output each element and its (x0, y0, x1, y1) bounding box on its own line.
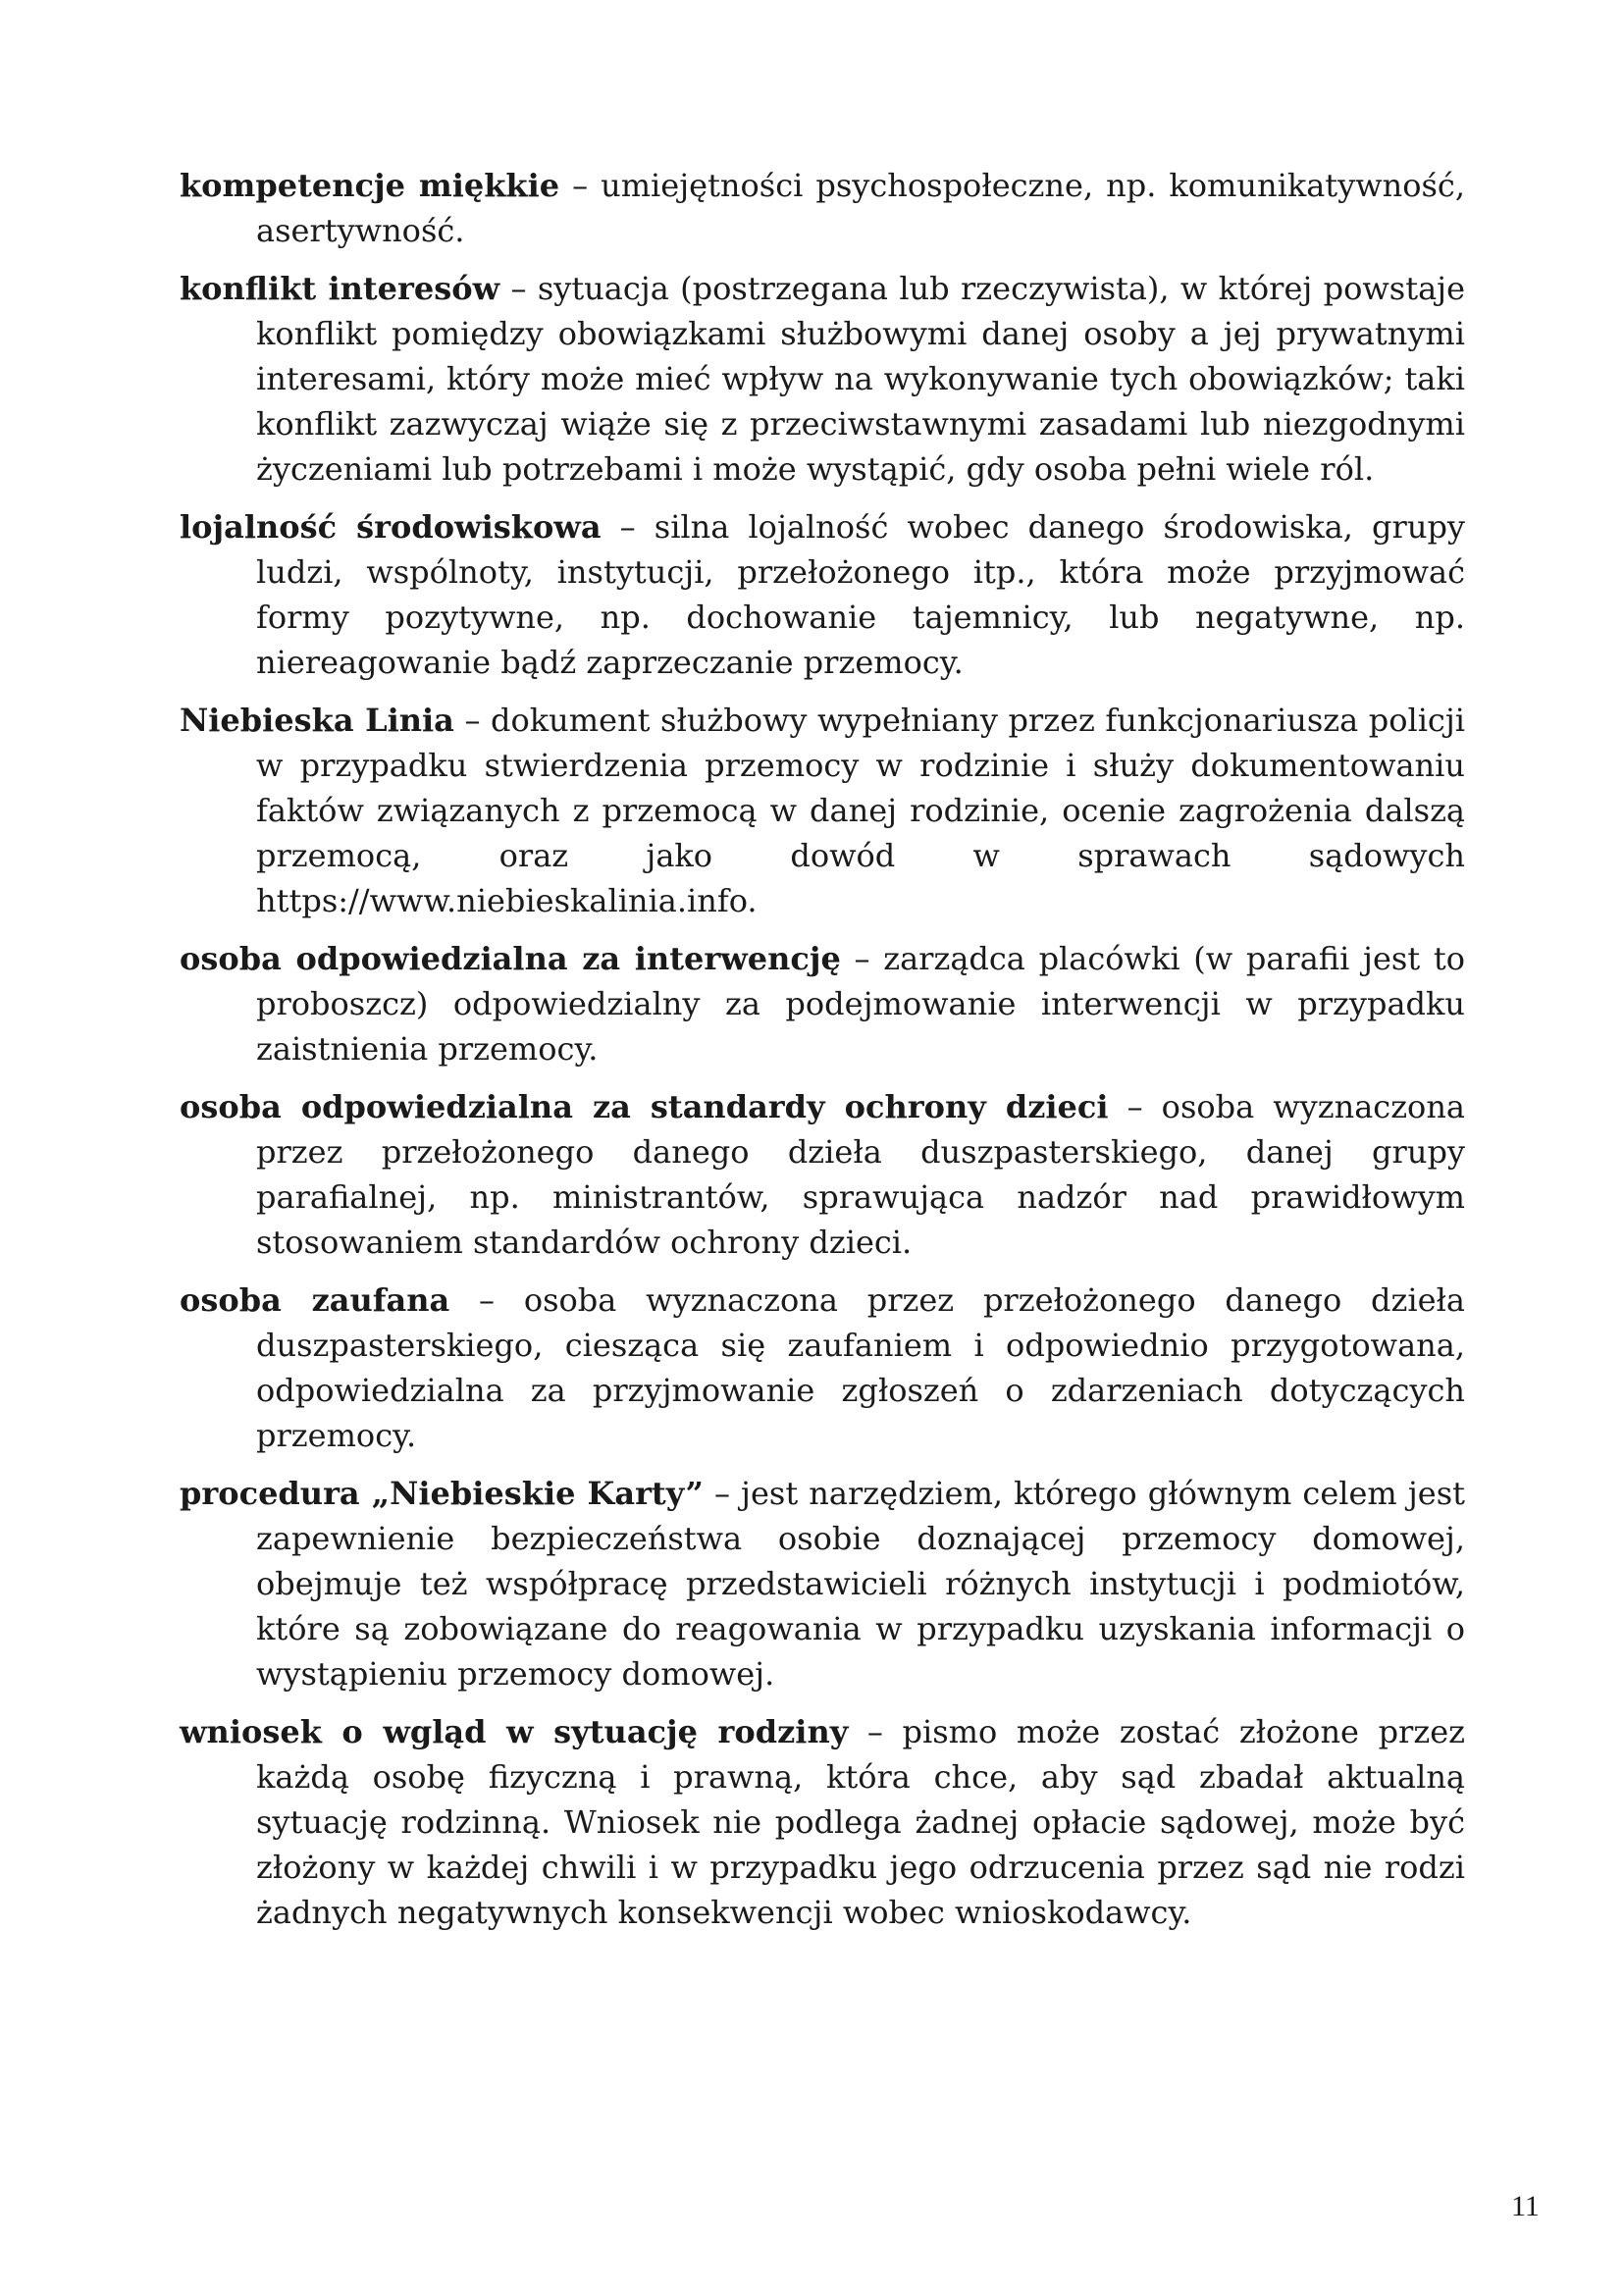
glossary-term: osoba odpowiedzialna za standardy ochrony dzieci (180, 1088, 1109, 1125)
glossary-entry (180, 266, 1465, 492)
glossary-definition: – sytuacja (postrzegana lub rzeczywista), w której powstaje konflikt pomiędzy obowiązkami służbowymi danej osoby a jej prywatnymi interesami, który może mieć wpływ na wykonywanie tych obowiązków; taki konflikt zazwyczaj wiąże się z przeciwstawnymi zasadami lub niezgodnymi życzeniami lub potrzebami i może wystąpić, gdy osoba pełni wiele ról. (256, 270, 1466, 488)
glossary-entry (180, 1278, 1465, 1458)
glossary-definition: – zarządca placówki (w parafii jest to proboszcz) odpowiedzialny za podejmowanie interwencji w przypadku zaistnienia przemocy. (256, 940, 1466, 1068)
glossary-entry (180, 936, 1465, 1071)
glossary-term: lojalność środowiskowa (180, 508, 602, 546)
glossary-term: osoba zaufana (180, 1281, 450, 1319)
glossary-term: kompetencje miękkie (180, 167, 560, 204)
glossary-term: osoba odpowiedzialna za interwencję (180, 940, 841, 977)
glossary-definition: – pismo może zostać złożone przez każdą osobę fizyczną i prawną, która chce, aby sąd zbadał aktualną sytuację rodzinną. Wniosek nie podlega żadnej opłacie sądowej, może być złożony w każdej chwili i w przypadku jego odrzucenia przez sąd nie rodzi żadnych negatywnych konsekwencji wobec wnioskodawcy. (256, 1713, 1466, 1931)
glossary-definition: – osoba wyznaczona przez przełożonego danego dzieła duszpasterskiego, danej grupy parafialnej, np. ministrantów, sprawująca nadzór nad prawidłowym stosowaniem standardów ochrony dzieci. (256, 1088, 1466, 1261)
glossary-term: konflikt interesów (180, 270, 500, 307)
glossary-definition: – silna lojalność wobec danego środowiska, grupy ludzi, wspólnoty, instytucji, przełożonego itp., która może przyjmować formy pozytywne, np. dochowanie tajemnicy, lub negatywne, np. niereagowanie bądź zaprzeczanie przemocy. (256, 508, 1466, 681)
glossary-definition: – osoba wyznaczona przez przełożonego danego dzieła duszpasterskiego, ciesząca się zaufaniem i odpowiednio przygotowana, odpowiedzialna za przyjmowanie zgłoszeń o zdarzeniach dotyczących przemocy. (256, 1281, 1465, 1454)
glossary-entry (180, 1084, 1465, 1265)
glossary-term: wniosek o wgląd w sytuację rodziny (180, 1713, 849, 1750)
glossary-term: Niebieska Linia (180, 702, 454, 739)
glossary-definition: – jest narzędziem, którego głównym celem jest zapewnienie bezpieczeństwa osobie doznającej przemocy domowej, obejmuje też współpracę przedstawicieli różnych instytucji i podmiotów, które są zobowiązane do reagowania w przypadku uzyskania informacji o wystąpieniu przemocy domowej. (256, 1475, 1466, 1693)
glossary-definition: – umiejętności psychospołeczne, np. komunikatywność, asertywność. (256, 167, 1466, 249)
glossary-entry (180, 698, 1465, 923)
glossary-entry (180, 1709, 1465, 1935)
page-number: 11 (1511, 2190, 1540, 2222)
glossary-entry (180, 1471, 1465, 1696)
glossary-entry (180, 163, 1465, 253)
glossary-definition: – dokument służbowy wypełniany przez funkcjonariusza policji w przypadku stwierdzenia przemocy w rodzinie i służy dokumentowaniu faktów związanych z przemocą w danej rodzinie, ocenie zagrożenia dalszą przemocą, oraz jako dowód w sprawach sądowych https://www.niebieskalinia.info. (256, 702, 1466, 919)
glossary-term: procedura „Niebieskie Karty” (180, 1475, 704, 1512)
glossary-page (180, 163, 1465, 1948)
glossary-entry (180, 504, 1465, 685)
